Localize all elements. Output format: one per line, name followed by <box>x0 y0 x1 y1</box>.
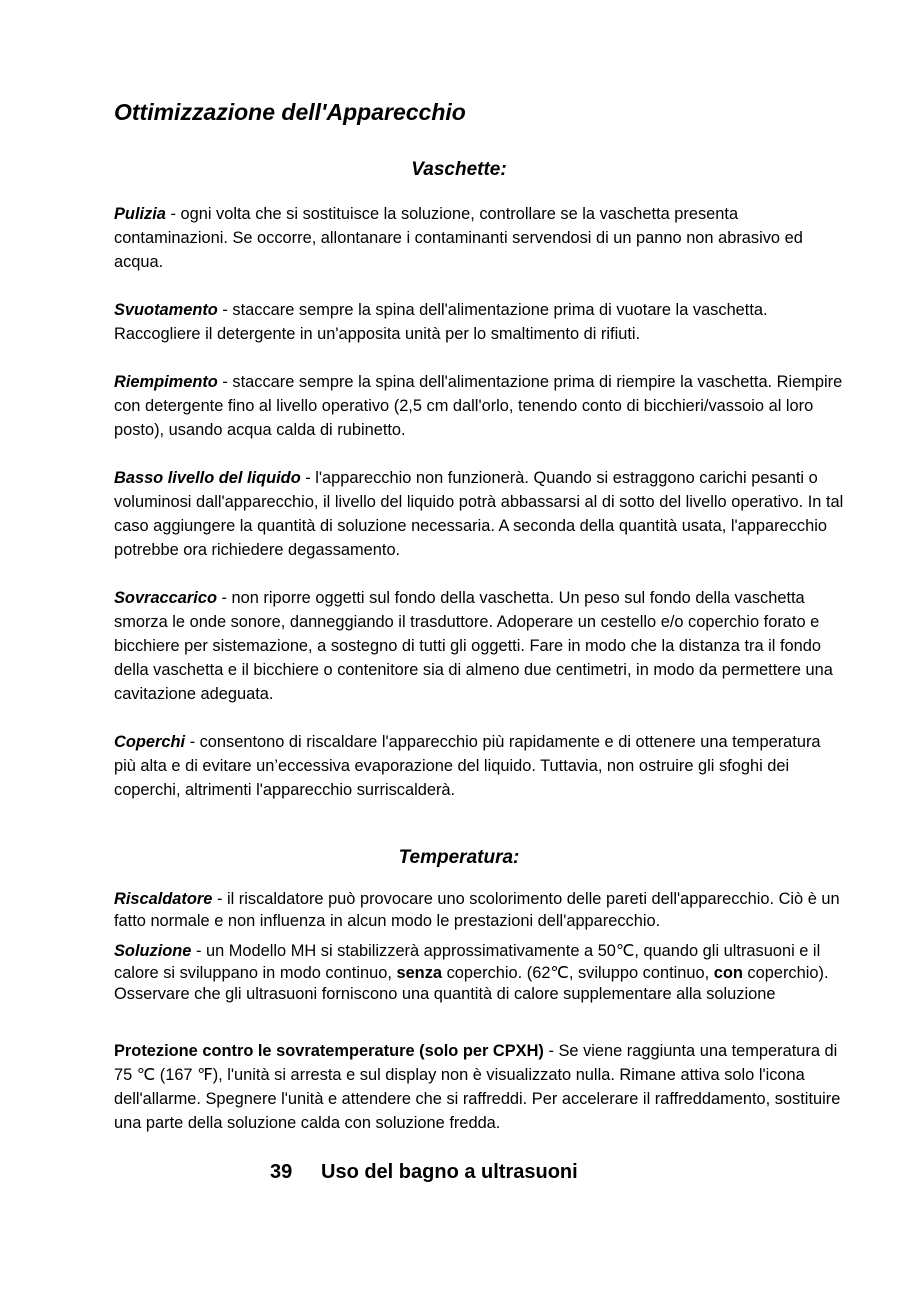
text-riscaldatore: - il riscaldatore può provocare uno scolorimento delle pareti dell'apparecchio. Ciò è un fatto normale e non influenza in alcun modo le prestazioni dell'apparecchio. <box>114 890 840 930</box>
page-footer <box>270 1161 578 1184</box>
paragraph-riscaldatore <box>114 889 844 932</box>
paragraph-svuotamento <box>114 298 844 346</box>
text-soluzione-3: coperchio). Osservare che gli ultrasuoni forniscono una quantità di calore supplementare alla soluzione <box>114 963 829 1003</box>
footer-title: Uso del bagno a ultrasuoni <box>321 1161 578 1183</box>
text-svuotamento: - staccare sempre la spina dell'alimentazione prima di vuotare la vaschetta. Raccogliere il detergente in un'apposita unità per lo smaltimento di rifiuti. <box>114 301 768 343</box>
text-soluzione-2: coperchio. (62℃, sviluppo continuo, <box>442 963 714 982</box>
bold-con: con <box>713 963 743 982</box>
term-riempimento: Riempimento <box>114 373 218 391</box>
paragraph-basso-livello <box>114 466 844 562</box>
term-pulizia: Pulizia <box>114 205 166 223</box>
text-basso-livello: - l'apparecchio non funzionerà. Quando si estraggono carichi pesanti o voluminosi dall'apparecchio, il livello del liquido potrà abbassarsi al di sotto del livello operativo. In tal caso aggiungere la quantità di soluzione necessaria. A seconda della quantità usata, l'apparecchio potrebbe ora richiedere degassamento. <box>114 469 844 559</box>
bold-senza: senza <box>396 963 443 982</box>
text-protezione: - Se viene raggiunta una temperatura di 75 ℃ (167 ℉), l'unità si arresta e sul display non è visualizzato nulla. Rimane attiva solo l'icona dell'allarme. Spegnere l'unità e attendere che si raffreddi. Per accelerare il raffreddamento, sostituire una parte della soluzione calda con soluzione fredda. <box>114 1042 841 1132</box>
page-number: 39 <box>270 1161 293 1183</box>
text-coperchi: - consentono di riscaldare l'apparecchio più rapidamente e di ottenere una temperatura più alta e di evitare un’eccessiva evaporazione del liquido. Tuttavia, non ostruire gli sfoghi dei coperchi, altrimenti l'apparecchio surriscalderà. <box>114 733 821 799</box>
text-soluzione-1: - un Modello MH si stabilizzerà approssimativamente a 50℃, quando gli ultrasuoni e il calore si sviluppano in modo continuo, <box>114 942 821 982</box>
page-title: Ottimizzazione dell'Apparecchio <box>114 99 466 125</box>
term-sovraccarico: Sovraccarico <box>114 589 217 607</box>
paragraph-riempimento <box>114 370 844 442</box>
section-heading-temperatura: Temperatura: <box>398 847 520 868</box>
paragraph-soluzione <box>114 941 844 1006</box>
text-riempimento: - staccare sempre la spina dell'alimentazione prima di riempire la vaschetta. Riempire con detergente fino al livello operativo (2,5 cm dall'orlo, tenendo conto di bicchieri/vassoio al loro posto), usando acqua calda di rubinetto. <box>114 373 843 439</box>
text-sovraccarico: - non riporre oggetti sul fondo della vaschetta. Un peso sul fondo della vaschetta smorza le onde sonore, danneggiando il trasduttore. Adoperare un cestello e/o coperchio forato e bicchiere per sistemazione, a sostegno di tutti gli oggetti. Fare in modo che la distanza tra il fondo della vaschetta e il bicchiere o contenitore sia di almeno due centimetri, in modo da permettere una cavitazione adeguata. <box>114 589 833 703</box>
paragraph-protezione <box>114 1039 844 1135</box>
section-heading-vaschette: Vaschette: <box>411 159 507 180</box>
term-soluzione: Soluzione <box>114 942 192 960</box>
text-pulizia: - ogni volta che si sostituisce la soluzione, controllare se la vaschetta presenta contaminazioni. Se occorre, allontanare i contaminanti servendosi di un panno non abrasivo ed acqua. <box>114 205 803 271</box>
paragraph-pulizia <box>114 202 844 274</box>
term-svuotamento: Svuotamento <box>114 301 218 319</box>
paragraph-sovraccarico <box>114 586 844 706</box>
term-coperchi: Coperchi <box>114 733 186 751</box>
term-riscaldatore: Riscaldatore <box>114 890 213 908</box>
term-basso-livello: Basso livello del liquido <box>114 469 301 487</box>
term-protezione: Protezione contro le sovratemperature (solo per CPXH) <box>114 1042 544 1060</box>
paragraph-coperchi <box>114 730 844 802</box>
